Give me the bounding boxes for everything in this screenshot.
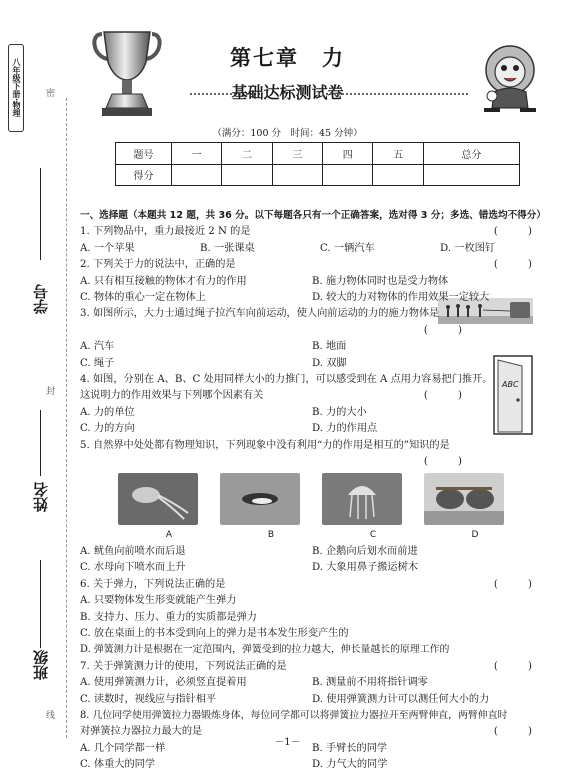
- question-area: [80, 208, 560, 774]
- option[interactable]: A. 汽车: [80, 341, 115, 353]
- score-table-header-row: [116, 143, 520, 165]
- door-abc-points-label: ABC: [502, 380, 519, 389]
- photo-label: C: [369, 530, 377, 541]
- question-7-stem: 7. 关于弹簧测力计的使用，下列说法正确的是: [80, 660, 287, 672]
- jellyfish-photo: [322, 473, 402, 525]
- answer-parens[interactable]: ( ): [493, 226, 542, 238]
- option[interactable]: A. 只有相互接触的物体才有力的作用: [80, 275, 247, 287]
- option[interactable]: B. 施力物体同时也是受力物体: [312, 275, 449, 287]
- question-stem: [80, 372, 560, 388]
- option[interactable]: D. 力的作用点: [312, 423, 378, 435]
- score-table-cell: 一: [172, 143, 222, 165]
- class-line: [40, 560, 41, 648]
- seal-dashed-line: [66, 98, 67, 738]
- score-entry-cell[interactable]: [272, 164, 322, 186]
- question-stem: [80, 708, 560, 724]
- score-entry-cell[interactable]: [373, 164, 423, 186]
- answer-parens[interactable]: ( ): [493, 660, 542, 672]
- question-3-options: [80, 339, 560, 355]
- question-stem: [80, 659, 560, 675]
- question-5-photo-labels: [118, 527, 560, 543]
- score-table-score-row: [116, 164, 520, 186]
- option[interactable]: A. 几个同学都一样: [80, 742, 166, 754]
- score-time-info: （满分：100 分 时间：45 分钟）: [212, 128, 363, 139]
- option[interactable]: B. 测量前不用将指针调零: [312, 677, 428, 689]
- question-4-options: [80, 421, 560, 437]
- option[interactable]: D. 大象用鼻子搬运树木: [312, 562, 418, 574]
- question-1-stem: 1. 下列物品中，重力最接近 2 N 的是: [80, 226, 251, 238]
- option[interactable]: B. 企鹅向后划水而前进: [312, 545, 418, 557]
- question-stem: [80, 306, 560, 322]
- option[interactable]: C. 力的方向: [80, 423, 135, 435]
- score-entry-cell[interactable]: [423, 164, 519, 186]
- seal-mark-mi: 密: [46, 89, 56, 99]
- question-4-stem: 4. 如图，分别在 A、B、C 处用同样大小的力推门，可以感受到在 A 点用力容易把门推开。: [80, 374, 493, 386]
- question-6-stem: 6. 关于弹力，下列说法正确的是: [80, 578, 226, 590]
- question-stem: [80, 577, 560, 593]
- score-table: [115, 142, 520, 186]
- option[interactable]: D. 力气大的同学: [312, 759, 388, 771]
- photo-label: D: [471, 530, 479, 541]
- seal-mark-feng: 封: [46, 387, 56, 397]
- answer-parens[interactable]: ( ): [493, 259, 542, 271]
- answer-parens[interactable]: ( ): [423, 324, 472, 336]
- score-entry-cell[interactable]: [172, 164, 222, 186]
- answer-parens[interactable]: ( ): [423, 390, 472, 402]
- penguin-photo: [220, 473, 300, 525]
- question-2-options: [80, 274, 560, 290]
- option[interactable]: B. 一张课桌: [200, 242, 255, 254]
- answer-parens[interactable]: ( ): [493, 578, 542, 590]
- elephant-photo: [424, 473, 504, 525]
- score-table-cell: 二: [222, 143, 272, 165]
- score-table-cell: 三: [272, 143, 322, 165]
- option[interactable]: C. 放在桌面上的书本受到向上的弹力是书本发生形变产生的: [80, 627, 349, 639]
- chapter-title: 第七章 力: [230, 46, 345, 70]
- question-stem: [80, 257, 560, 273]
- lion-mascot-icon: [470, 40, 550, 120]
- option[interactable]: D. 一枚图钉: [440, 242, 496, 254]
- question-4-options: [80, 405, 560, 421]
- question-8-stem-cont: 对弹簧拉力器拉力最大的是: [80, 726, 203, 738]
- option[interactable]: C. 体重大的同学: [80, 759, 156, 771]
- question-3-stem: 3. 如图所示，大力士通过绳子拉汽车向前运动，使人向前运动的力的施力物体是: [80, 308, 440, 320]
- score-entry-cell[interactable]: [222, 164, 272, 186]
- score-table-cell: 四: [323, 143, 373, 165]
- seal-mark-xian: 线: [46, 711, 56, 721]
- option[interactable]: A. 使用弹簧测力计，必须竖直提着用: [80, 677, 247, 689]
- question-stem: [80, 224, 560, 240]
- question-4-stem-cont: 这说明力的作用效果与下列哪个因素有关: [80, 390, 264, 402]
- option[interactable]: C. 物体的重心一定在物体上: [80, 292, 206, 304]
- photo-label: A: [165, 530, 173, 541]
- grade-subject-tag: 八年级下册·物理: [8, 44, 24, 132]
- option[interactable]: A. 力的单位: [80, 406, 135, 418]
- section-one-heading: 一、选择题（本题共 12 题，共 36 分。以下每题各只有一个正确答案，选对得 3 分；多选、错选均不得分）: [80, 210, 546, 221]
- question-5-paren-row: [80, 454, 560, 470]
- answer-parens[interactable]: ( ): [493, 726, 542, 738]
- name-line: [40, 410, 41, 476]
- option[interactable]: C. 水母向下喷水而上升: [80, 562, 186, 574]
- title-divider-right: [318, 93, 468, 95]
- question-3-paren-row: [80, 323, 560, 339]
- question-8-stem: 8. 几位同学使用弹簧拉力器锻炼身体，每位同学都可以将弹簧拉力器拉开至两臂伸直，两臂伸直时: [80, 709, 508, 721]
- score-table-cell: 五: [373, 143, 423, 165]
- option[interactable]: A. 鱿鱼向前喷水而后退: [80, 545, 186, 557]
- question-7-options: [80, 675, 560, 691]
- option[interactable]: D. 较大的力对物体的作用效果一定较大: [312, 292, 490, 304]
- option[interactable]: C. 绳子: [80, 357, 115, 369]
- option[interactable]: A. 只要物体发生形变就能产生弹力: [80, 595, 237, 607]
- student-id-label: 学号: [32, 284, 50, 314]
- question-5-options: [80, 544, 560, 560]
- name-label: 姓名: [32, 482, 50, 512]
- score-entry-cell[interactable]: [323, 164, 373, 186]
- question-5-photos: [118, 473, 560, 525]
- option[interactable]: C. 一辆汽车: [320, 242, 375, 254]
- question-7-options: [80, 692, 560, 708]
- question-5-stem: 5. 自然界中处处都有物理知识，下列现象中没有利用“力的作用是相互的”知识的是: [80, 439, 450, 451]
- score-table-cell: 得分: [116, 164, 172, 186]
- question-1-options: [80, 241, 560, 257]
- option[interactable]: B. 支持力、压力、重力的实质都是弹力: [80, 611, 257, 623]
- squid-photo: [118, 473, 198, 525]
- answer-parens[interactable]: ( ): [423, 456, 472, 468]
- question-stem: [80, 438, 560, 454]
- question-3-options: [80, 356, 560, 372]
- question-5-options: [80, 560, 560, 576]
- question-2-stem: 2. 下列关于力的说法中，正确的是: [80, 259, 236, 271]
- test-subtitle: 基础达标测试卷: [231, 83, 344, 102]
- option[interactable]: D. 双脚: [312, 357, 347, 369]
- option[interactable]: B. 手臂长的同学: [312, 742, 388, 754]
- page-number: －1－: [274, 737, 301, 748]
- option[interactable]: D. 弹簧测力计是根据在一定范围内，弹簧受到的拉力越大，伸长量越长的原理工作的: [80, 644, 450, 656]
- class-label: 班级: [32, 650, 50, 680]
- option[interactable]: B. 地面: [312, 341, 347, 353]
- question-stem: [80, 388, 560, 404]
- student-id-line: [40, 168, 41, 260]
- option[interactable]: C. 读数时，视线应与指针相平: [80, 693, 217, 705]
- option[interactable]: D. 使用弹簧测力计可以测任何大小的力: [312, 693, 490, 705]
- question-2-options: [80, 290, 560, 306]
- photo-label: B: [267, 530, 275, 541]
- option[interactable]: B. 力的大小: [312, 406, 367, 418]
- option[interactable]: A. 一个苹果: [80, 242, 135, 254]
- score-table-cell: 总分: [423, 143, 519, 165]
- question-8-options: [80, 757, 560, 773]
- score-table-cell: 题号: [116, 143, 172, 165]
